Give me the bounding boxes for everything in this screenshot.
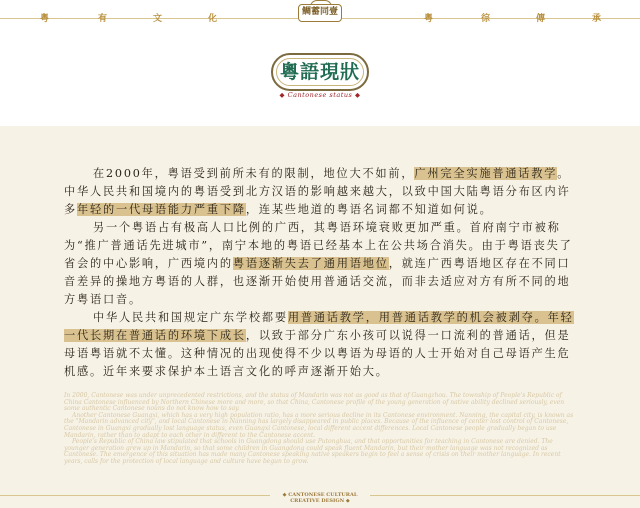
page-title: 粵語現狀 — [279, 61, 360, 83]
english-paragraph-1: In 2000, Cantonese was under unprecedented restrictions, and the status of Mandarin was not as good as that of Guangzhou. The township of People's Republic of China Cantonese influenced by Northern Chinese more and more, so that China, Cantonese profile of the young generation of native ability declined seriously, even some authentic Cantonese nouns do not know how to say. — [64, 392, 565, 413]
english-paragraph-3: People's Republic of China law stipulated that schools in Guangdong should use Putonghua, and that opportunities for teaching in Cantonese are denied. The younger generation grew up in Mandarin, so that some children in Guangdong could speak fluent Mandarin, but their mother language was not recognized as Cantonese. The emergence of this situation has made many Cantonese speaking native speakers begin to feel a sense of crisis on their mother language. In recent years, calls for the protection of local language and culture have begun to grow. — [64, 438, 561, 465]
tagline-left-char-3: 文 — [153, 14, 163, 24]
tagline-left-char-1: 粤 — [40, 14, 50, 24]
highlighted-text: 广州完全实施普通话教学 — [414, 167, 558, 180]
body-text: 在2000年，粤语受到前所未有的限制，地位大不如前， — [93, 167, 415, 180]
body-text: 。中华人民共和国境内的粤语受到北方汉语的影响越来越大，以致中国大陆粤语分布区内许多 — [64, 167, 571, 216]
english-paragraph-2: Another Cantonese Guangxi, which has a very high population ratio, has a more serious decline in its Cantonese environment. Nanning, the capital city, is known as the "Mandarin advanced city", and local Cantonese in Nanning has largely disappeared in public places. Because of the influence of center lost control of Cantonese, Cantonese in Guangxi gradually lost language status, even Guangxi Cantonese, local different accent differences. Local Cantonese people gradually began to use Mandarin, rather than to adapt to each other in different to the Cantonese accent. — [64, 411, 574, 439]
body-text: ，以致于部分广东小孩可以说得一口流利的普通话，但是母语粤语就不太懂。这种情况的出现使得不少以粤语为母语的人士开始对自己母语产生危机感。近年来要求保护本土语言文化的呼声逐渐开始大。 — [64, 329, 571, 378]
diamond-icon: ◆ — [279, 91, 288, 99]
footer-text — [274, 492, 366, 504]
tagline-right-char-2: 徖 — [481, 14, 491, 24]
footer-rule-right — [370, 495, 640, 496]
header-area — [0, 0, 640, 126]
logo-badge — [298, 4, 342, 22]
tagline-right-char-4: 承 — [592, 14, 602, 24]
highlighted-text: 粤语逐渐失去了通用语地位 — [232, 257, 389, 270]
footer-label: CANTONESE CULTURAL CREATIVE DESIGN — [288, 492, 358, 504]
body-text: ，连某些地道的粤语名词都不知道如何说。 — [245, 203, 493, 216]
highlighted-text: 年轻的一代母语能力严重下降 — [77, 203, 246, 216]
footer-rule-left — [0, 495, 270, 496]
diamond-icon: ◆ — [344, 498, 350, 504]
tagline-right-char-3: 傳 — [536, 14, 546, 24]
body-text: ，就连广西粤语地区存在不同口音差异的操地方粤语的人群，也逐渐开始使用普通话交流，而非去适应对方有所不同的地方粤语口音。 — [64, 257, 571, 306]
english-translation — [64, 393, 576, 466]
tagline-left-char-2: 有 — [98, 14, 108, 24]
diamond-icon: ◆ — [352, 91, 361, 99]
page-subtitle — [270, 91, 370, 99]
highlighted-text: 用普通话教学，用普通话教学的机会被剥夺。年轻一代长期在普通话的环境下成长 — [64, 311, 574, 342]
title-medallion — [271, 53, 369, 91]
tagline-right-char-1: 粤 — [424, 14, 434, 24]
tagline-left-char-4: 化 — [208, 14, 218, 24]
paragraph-3 — [64, 309, 576, 381]
page-subtitle-text: Cantonese status — [287, 91, 353, 99]
diamond-icon: ◆ — [282, 492, 289, 498]
body-text: 另一个粤语占有极高人口比例的广西，其粤语环境衰败更加严重。首府南宁市被称为“推广普通话先进城市”，南宁本地的粤语已经基本上在公共场合消失。由于粤语丧失了省会的中心影响，广西境内的 — [64, 221, 573, 270]
body-text: 中华人民共和国规定广东学校都要 — [93, 311, 288, 324]
paragraph-2 — [64, 219, 576, 309]
logo-badge-text: 鲷蓄同壹 — [301, 7, 338, 17]
paragraph-1 — [64, 165, 576, 219]
